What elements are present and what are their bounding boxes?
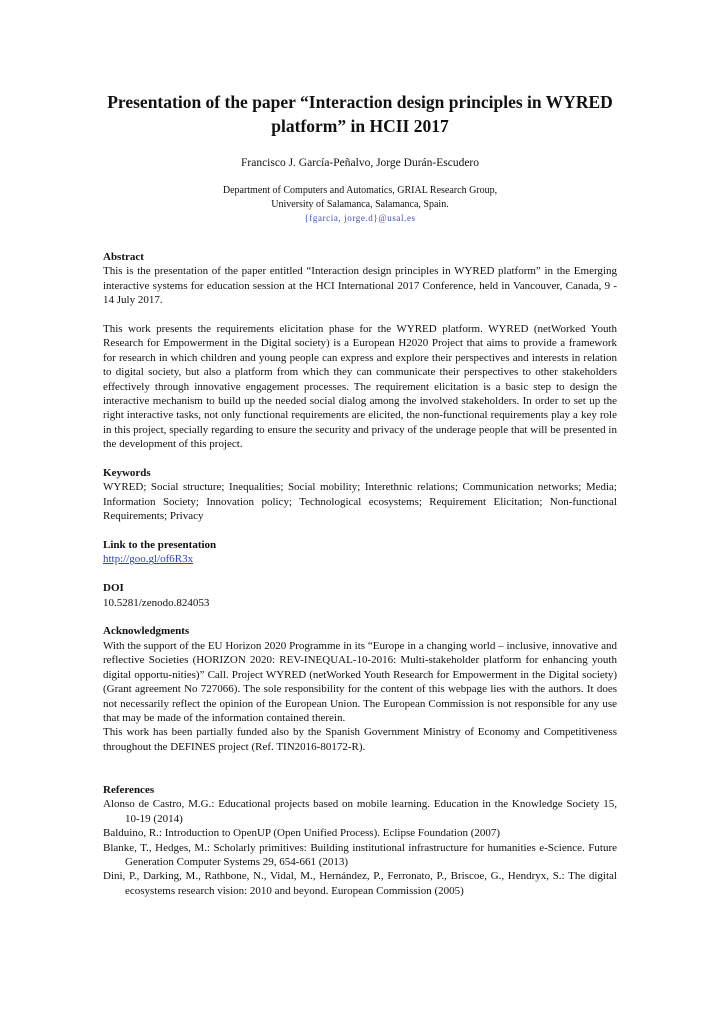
- abstract-heading: Abstract: [103, 251, 144, 263]
- affiliation: [103, 184, 617, 212]
- reference-item: Dini, P., Darking, M., Rathbone, N., Vidal, M., Hernández, P., Ferronato, P., Briscoe, G., Hendryx, S.: The digital ecosystems research vision: 2010 and beyond. European Commission (2005): [103, 870, 617, 897]
- doi-value: 10.5281/zenodo.824053: [103, 596, 210, 609]
- acknowledgments-heading: Acknowledgments: [103, 625, 190, 638]
- presentation-link[interactable]: http://goo.gl/of6R3x: [103, 553, 194, 566]
- reference-item: Blanke, T., Hedges, M.: Scholarly primitives: Building institutional infrastructure for humanities e-Science. Future Generation Computer Systems 29, 654-661 (2013): [103, 841, 617, 868]
- paper-body: [103, 250, 617, 898]
- abstract-paragraph-1: This is the presentation of the paper entitled “Interaction design principles in WYRED platform” in the Emerging interactive systems for education session at the HCI International 2017 Conference, held in Vancouver, Canada, 9 - 14 July 2017.: [103, 265, 617, 307]
- affiliation-line-1: Department of Computers and Automatics, GRIAL Research Group,: [222, 185, 498, 196]
- affiliation-line-2: University of Salamanca, Salamanca, Spain.: [271, 199, 449, 210]
- keywords-text: WYRED; Social structure; Inequalities; Social mobility; Interethnic relations; Communication networks; Media; Information Society; Innovation policy; Technological ecosystems; Requirement Elicitation; Non-functional Requirements; Privacy: [103, 481, 617, 523]
- keywords-heading: Keywords: [103, 467, 151, 480]
- references-heading: References: [103, 783, 155, 796]
- author-email[interactable]: {fgarcia, jorge.d}@usal.es: [304, 213, 416, 223]
- doi-heading: DOI: [103, 582, 124, 595]
- reference-item: Alonso de Castro, M.G.: Educational projects based on mobile learning. Education in the Knowledge Society 15, 10-19 (2014): [103, 798, 617, 825]
- paper-title: Presentation of the paper “Interaction design principles in WYRED platform” in HCII 2017: [107, 92, 613, 136]
- abstract-paragraph-2: This work presents the requirements elicitation phase for the WYRED platform. WYRED (netWorked Youth Research for Empowerment in the Digital society) is a European H2020 Project that aims to provide a framework for research in which children and young people can express and explore their perspectives and interests in relation to digital society, but also a platform from which they can communicate their perspectives to other stakeholders effectively through innovative engagement processes. The requirement elicitation is a basic step to design the interactive mechanism to build up the needed social dialog among the involved stakeholders. In order to set up the right interactive tasks, not only functional requirements are elicited, the non-functional requirements play a key role in this project, specially regarding to ensure the security and privacy of the underage people that will be presented in the development of this project.: [103, 323, 617, 451]
- presentation-link-heading: Link to the presentation: [103, 539, 217, 552]
- reference-item: Balduino, R.: Introduction to OpenUP (Open Unified Process). Eclipse Foundation (2007): [103, 827, 501, 840]
- acknowledgments-paragraph-1: With the support of the EU Horizon 2020 Programme in its “Europe in a changing world – inclusive, innovative and reflective Societies (HORIZON 2020: REV-INEQUAL-10-2016: Multi-stakeholder platform for enhancing youth digital opportu-nities)” Call. Project WYRED (netWorked Youth Research for Empowerment in the Digital society) (Grant agreement No 727066). The sole responsibility for the content of this webpage lies with the authors. It does not necessarily reflect the opinion of the European Union. The European Commission is not responsible for any use that may be made of the information contained therein.: [103, 639, 617, 724]
- author-list: Francisco J. García-Peñalvo, Jorge Durán-Escudero: [240, 157, 479, 169]
- acknowledgments-paragraph-2: This work has been partially funded also by the Spanish Government Ministry of Economy and Competitiveness throughout the DEFINES project (Ref. TIN2016-80172-R).: [103, 726, 617, 753]
